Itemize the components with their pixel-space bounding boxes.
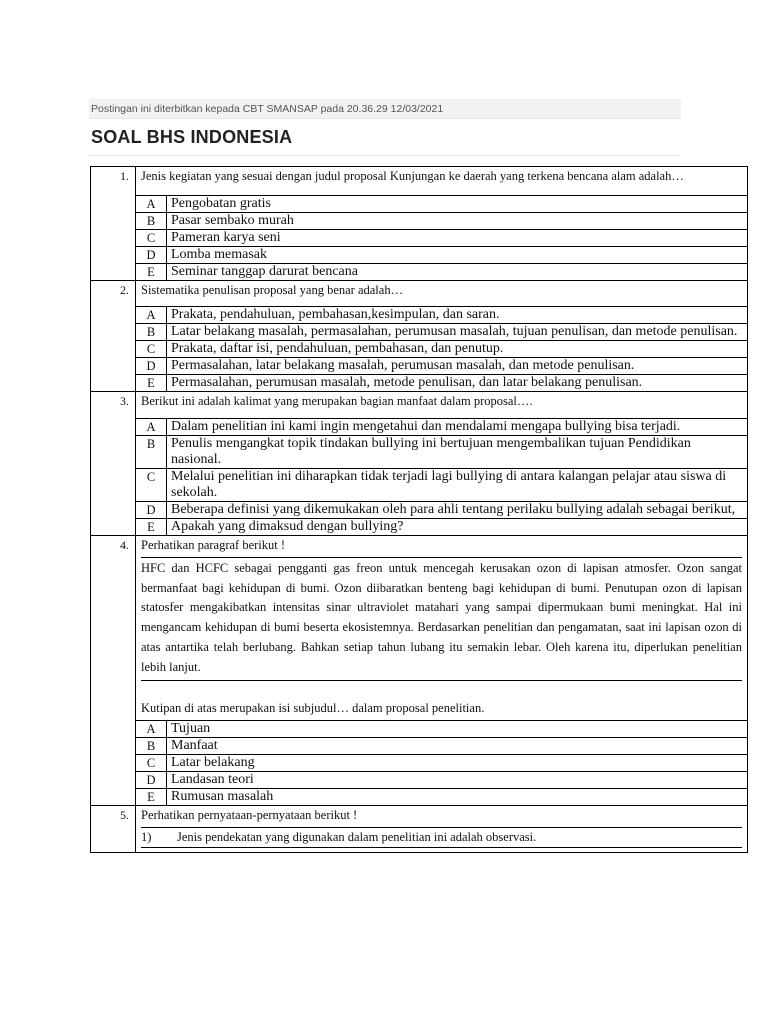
option-row[interactable] (136, 721, 747, 738)
options-table (136, 307, 747, 391)
question-row (91, 167, 748, 196)
option-row[interactable] (136, 738, 747, 755)
option-letter: D (136, 772, 167, 789)
option-text: Apakah yang dimaksud dengan bullying? (167, 519, 748, 536)
option-row[interactable] (136, 247, 747, 264)
question-row (91, 806, 748, 853)
question-text: Perhatikan paragraf berikut ! (141, 538, 286, 552)
option-text: Melalui penelitian ini diharapkan tidak terjadi lagi bullying di antara kalangan pelajar atau siswa di sekolah. (167, 469, 748, 502)
option-letter: C (136, 469, 167, 502)
option-letter: C (136, 230, 167, 247)
option-letter: B (136, 213, 167, 230)
post-info-bar (89, 99, 681, 119)
option-letter: B (136, 324, 167, 341)
option-row[interactable] (136, 264, 747, 281)
question-block (136, 806, 748, 853)
option-row[interactable] (136, 469, 747, 502)
option-text: Latar belakang (167, 755, 748, 772)
option-row[interactable] (136, 502, 747, 519)
options-table (136, 419, 747, 535)
option-letter: C (136, 755, 167, 772)
option-letter: A (136, 307, 167, 324)
option-row[interactable] (136, 519, 747, 536)
option-letter: E (136, 375, 167, 392)
page-title: SOAL BHS INDONESIA (91, 127, 293, 147)
option-letter: C (136, 341, 167, 358)
post-info-text: Postingan ini diterbitkan kepada CBT SMANSAP pada 20.36.29 12/03/2021 (91, 103, 444, 115)
option-text: Beberapa definisi yang dikemukakan oleh para ahli tentang perilaku bullying adalah sebagai berikut, (167, 502, 748, 519)
question-text: Perhatikan pernyataan-pernyataan berikut ! (141, 808, 358, 823)
option-text: Prakata, pendahuluan, pembahasan,kesimpulan, dan saran. (167, 307, 748, 324)
question-number: 1. (91, 167, 136, 281)
option-text: Tujuan (167, 721, 748, 738)
option-letter: E (136, 264, 167, 281)
reading-paragraph: HFC dan HCFC sebagai pengganti gas freon untuk mencegah kerusakan ozon di lapisan atmosfer. Ozon sangat bermanfaat bagi kehidupan di bumi. Ozon diibaratkan benteng bagi kehidupan di bumi. Penutupan ozon di lapisan statosfer mengakibatkan intensitas sinar ultraviolet matahari yang sampai dipermukaan bumi meningkat. Hal ini mengancam kehidupan di bumi beserta ekosistemnya. Berdasarkan penelitian dan pengamatan, saat ini lapisan ozon di atas antartika telah berlubang. Bahkan setiap tahun lubang itu semakin lebar. Oleh karena itu, diperlukan penelitian lebih lanjut. (141, 557, 742, 681)
option-letter: B (136, 738, 167, 755)
option-text: Pameran karya seni (167, 230, 748, 247)
option-row[interactable] (136, 772, 747, 789)
option-text: Manfaat (167, 738, 748, 755)
option-letter: E (136, 519, 167, 536)
option-row[interactable] (136, 358, 747, 375)
statement-item (141, 828, 742, 848)
option-row[interactable] (136, 307, 747, 324)
options-cell (136, 196, 748, 281)
question-table (90, 166, 748, 853)
question-text: Berikut ini adalah kalimat yang merupakan bagian manfaat dalam proposal…. (136, 392, 748, 419)
options-table (136, 721, 747, 805)
option-letter: A (136, 419, 167, 436)
option-letter: D (136, 247, 167, 264)
option-text: Rumusan masalah (167, 789, 748, 806)
question-number: 2. (91, 281, 136, 392)
option-row[interactable] (136, 436, 747, 469)
option-text: Lomba memasak (167, 247, 748, 264)
option-row[interactable] (136, 789, 747, 806)
question-prompt: Kutipan di atas merupakan isi subjudul… dalam proposal penelitian. (141, 701, 485, 716)
question-row (91, 536, 748, 721)
question-row (91, 281, 748, 307)
option-text: Landasan teori (167, 772, 748, 789)
title-divider (89, 155, 679, 156)
question-block (136, 536, 748, 721)
options-cell (136, 419, 748, 536)
question-number: 5. (91, 806, 136, 853)
question-text: Sistematika penulisan proposal yang benar adalah… (136, 281, 748, 307)
option-row[interactable] (136, 341, 747, 358)
options-cell (136, 307, 748, 392)
option-text: Pasar sembako murah (167, 213, 748, 230)
options-cell (136, 721, 748, 806)
option-row[interactable] (136, 755, 747, 772)
question-row (91, 392, 748, 419)
question-number: 3. (91, 392, 136, 536)
option-text: Pengobatan gratis (167, 196, 748, 213)
option-letter: D (136, 502, 167, 519)
statement-text: Jenis pendekatan yang digunakan dalam penelitian ini adalah observasi. (177, 830, 537, 845)
option-text: Dalam penelitian ini kami ingin mengetahui dan mendalami mengapa bullying bisa terjadi. (167, 419, 748, 436)
option-row[interactable] (136, 196, 747, 213)
option-row[interactable] (136, 324, 747, 341)
option-letter: A (136, 721, 167, 738)
statement-number: 1) (141, 830, 152, 845)
option-text: Latar belakang masalah, permasalahan, perumusan masalah, tujuan penulisan, dan metode penulisan. (167, 324, 748, 341)
option-letter: A (136, 196, 167, 213)
option-letter: E (136, 789, 167, 806)
option-text: Prakata, daftar isi, pendahuluan, pembahasan, dan penutup. (167, 341, 748, 358)
option-text: Permasalahan, perumusan masalah, metode penulisan, dan latar belakang penulisan. (167, 375, 748, 392)
option-text: Penulis mengangkat topik tindakan bullying ini bertujuan mengembalikan tujuan Pendidikan nasional. (167, 436, 748, 469)
option-letter: D (136, 358, 167, 375)
option-text: Seminar tanggap darurat bencana (167, 264, 748, 281)
question-number: 4. (91, 536, 136, 806)
question-text: Jenis kegiatan yang sesuai dengan judul proposal Kunjungan ke daerah yang terkena bencana alam adalah… (136, 167, 748, 196)
option-row[interactable] (136, 230, 747, 247)
option-row[interactable] (136, 375, 747, 392)
option-text: Permasalahan, latar belakang masalah, perumusan masalah, dan metode penulisan. (167, 358, 748, 375)
option-row[interactable] (136, 419, 747, 436)
options-table (136, 196, 747, 280)
option-row[interactable] (136, 213, 747, 230)
option-letter: B (136, 436, 167, 469)
